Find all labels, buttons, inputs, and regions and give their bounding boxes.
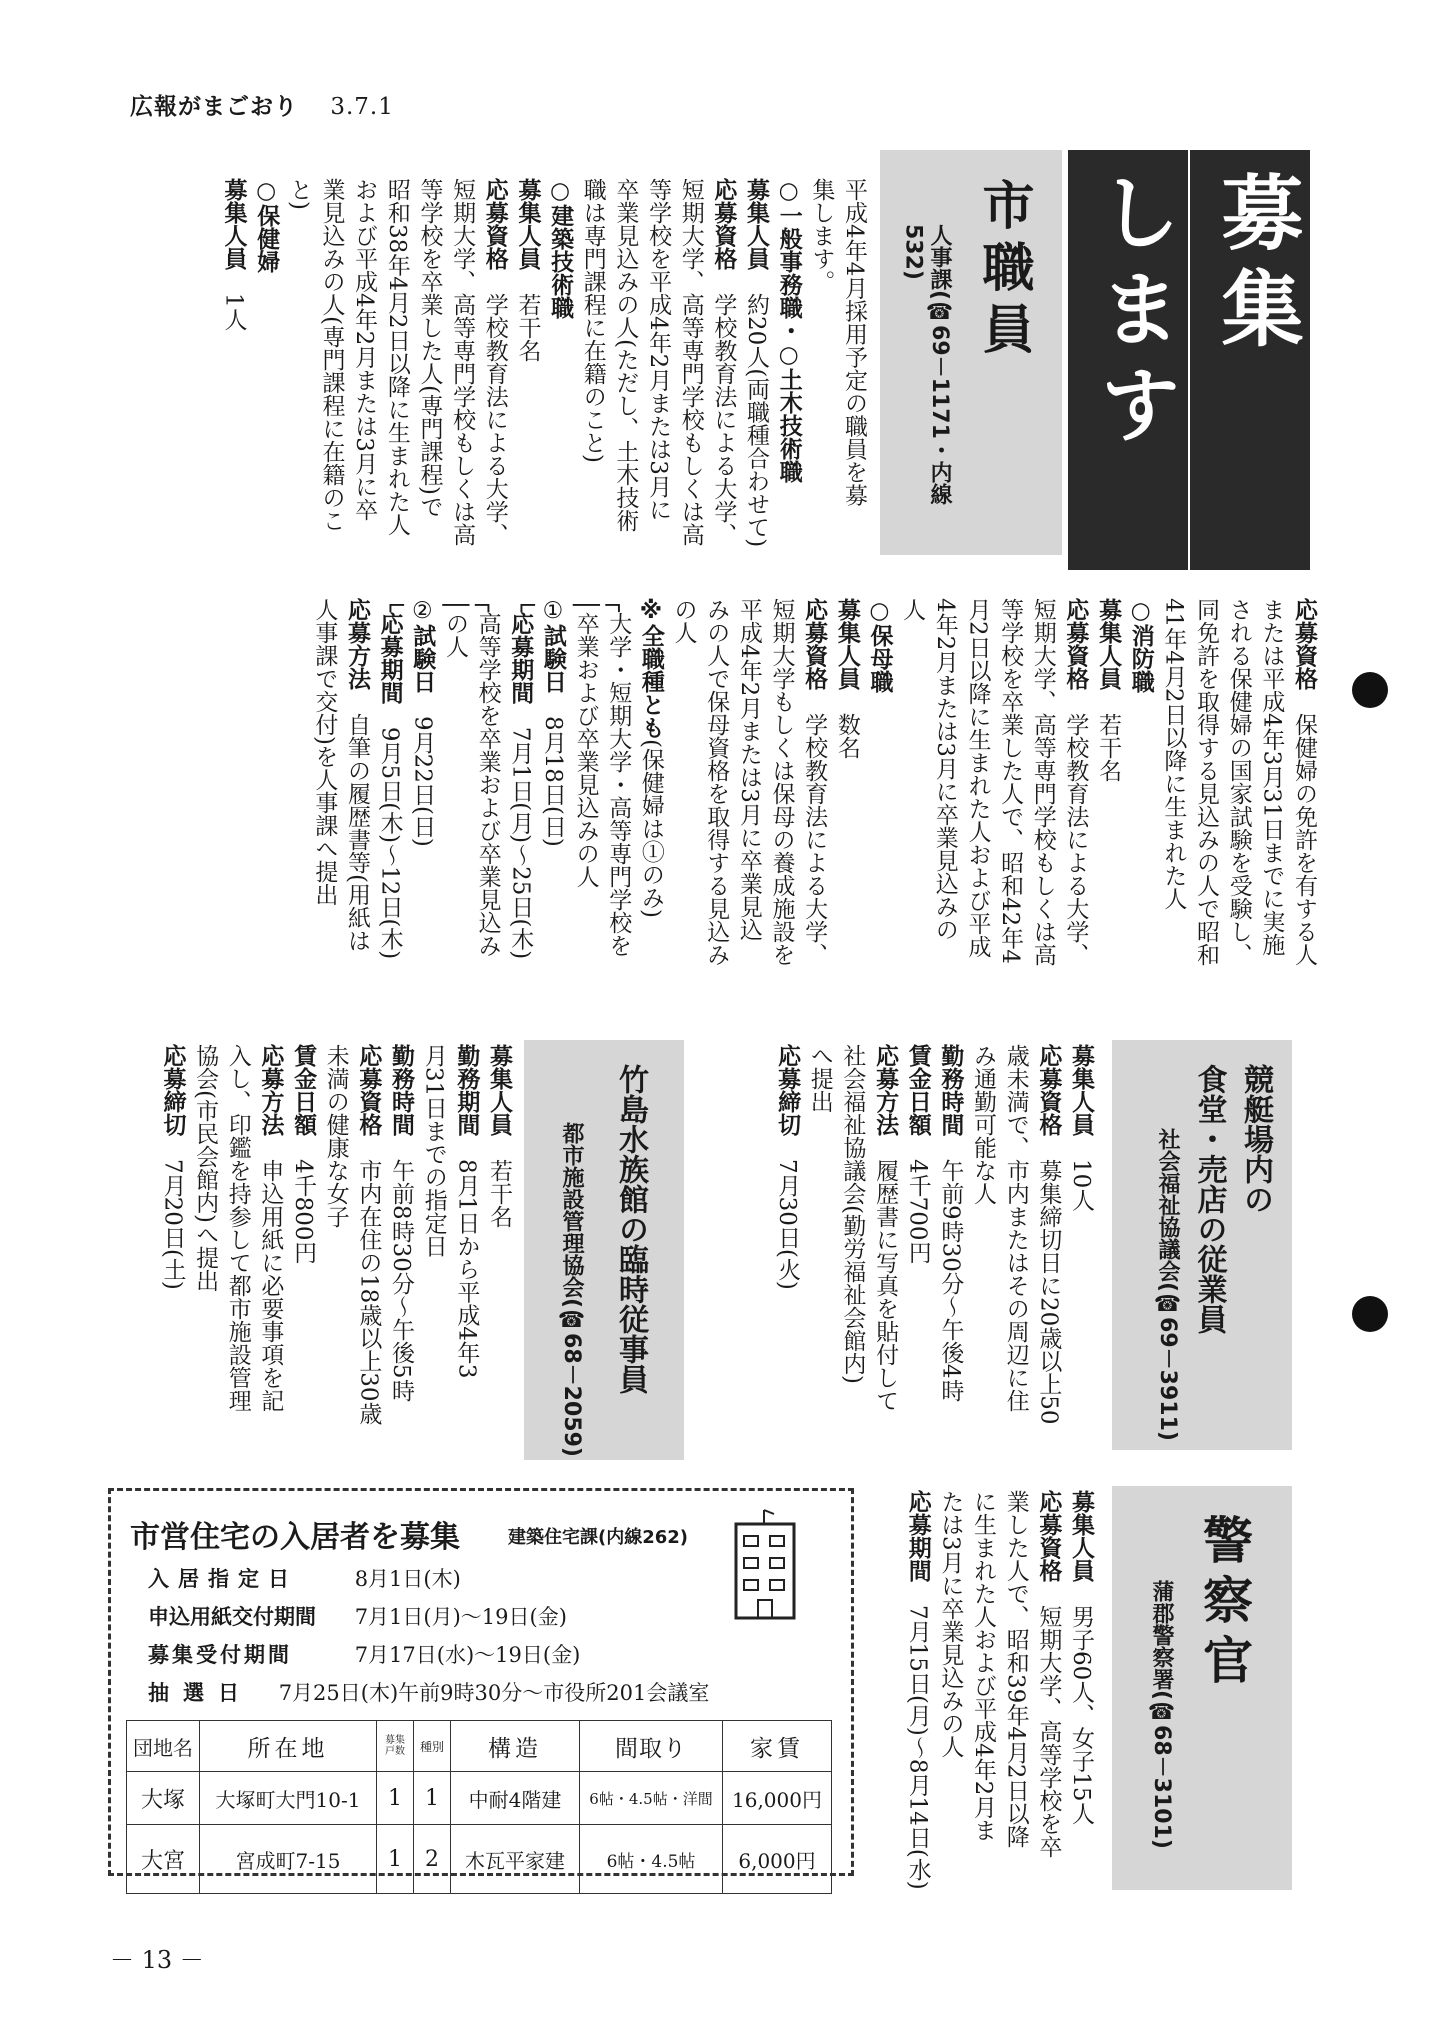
page-number: － 13 － bbox=[110, 1946, 204, 1974]
fire-qual-1: 学校教育法による大学、 bbox=[1062, 713, 1089, 966]
kyotei-val-5c: へ提出 bbox=[806, 1044, 833, 1113]
kyotei-label-6: 応募締切 bbox=[774, 1044, 801, 1136]
g1-period-label: 応募期間 bbox=[507, 611, 534, 704]
housing-value-2: 7月1日(月)～19日(金) bbox=[354, 1605, 567, 1629]
cell-type: 2 bbox=[414, 1825, 451, 1894]
fire-count-label: 募集人員 bbox=[1095, 598, 1122, 690]
method-label: 応募方法 bbox=[343, 598, 370, 690]
method-1: 自筆の履歴書等(用紙は bbox=[343, 713, 370, 952]
aquarium-body bbox=[156, 1044, 515, 1454]
housing-value-3: 7月17日(水)～19日(金) bbox=[354, 1643, 581, 1667]
city-block-top bbox=[217, 178, 870, 568]
th-structure: 構造 bbox=[451, 1721, 580, 1772]
nursery-qual-label: 応募資格 bbox=[801, 598, 828, 690]
general-qual-5: 職は専門課程に在籍のこと) bbox=[579, 178, 606, 463]
kyotei-label-1: 募集人員 bbox=[1068, 1044, 1094, 1136]
general-qual-1: 学校教育法による大学、 bbox=[710, 293, 737, 546]
nurse-heading: ○保健婦 bbox=[253, 178, 280, 273]
cell-structure: 中耐4階建 bbox=[451, 1772, 580, 1825]
city-title: 市職員 bbox=[973, 178, 1033, 364]
city-dept: 人事課(☎69－1171・内線532) bbox=[900, 224, 952, 505]
aquarium-title: 竹島水族館の臨時従事員 bbox=[613, 1064, 648, 1394]
police-val-2a: 短期大学、高等学校を卒 bbox=[1035, 1605, 1062, 1858]
th-count: 募集戸数 bbox=[377, 1721, 414, 1772]
publication-title: 広報がまごおり bbox=[130, 94, 298, 120]
kyotei-val-2a: 募集締切日に20歳以上50 bbox=[1035, 1159, 1062, 1425]
housing-label-3: 募集受付期間 bbox=[148, 1643, 292, 1667]
aquarium-label-4: 応募資格 bbox=[355, 1044, 382, 1136]
cell-rent: 16,000円 bbox=[723, 1772, 832, 1825]
nurse-qual-1: 保健婦の免許を有する人 bbox=[1291, 713, 1317, 966]
police-val-1: 男子60人、女子15人 bbox=[1068, 1605, 1094, 1825]
arch-count: 若干名 bbox=[514, 293, 541, 362]
aquarium-val-2a: 8月1日から平成4年3 bbox=[453, 1159, 480, 1379]
arch-qual-5: および平成4年2月または3月に卒 bbox=[351, 178, 378, 521]
kyotei-title bbox=[1185, 1064, 1278, 1334]
aquarium-val-5: 4千800円 bbox=[290, 1159, 317, 1264]
banner-col2: します bbox=[1068, 150, 1188, 570]
aquarium-val-6c: 協会(市民会館内)へ提出 bbox=[192, 1044, 219, 1292]
housing-label-1: 入居指定日 bbox=[148, 1567, 298, 1591]
cell-structure: 木瓦平家建 bbox=[451, 1825, 580, 1894]
nurse-qual-2: または平成4年3月31日までに実施 bbox=[1258, 598, 1285, 956]
table-row bbox=[127, 1772, 832, 1825]
nurse-qual-3: される保健婦の国家試験を受験し、 bbox=[1225, 598, 1252, 966]
th-layout: 間取り bbox=[580, 1721, 723, 1772]
cell-count: 1 bbox=[377, 1825, 414, 1894]
g2-period: 9月5日(木)～12日(木) bbox=[376, 726, 403, 960]
g2-period-label: 応募期間 bbox=[376, 611, 403, 704]
fire-heading: ○消防職 bbox=[1127, 598, 1154, 693]
fire-qual-label: 応募資格 bbox=[1062, 598, 1089, 690]
arch-qual-7: と) bbox=[285, 178, 312, 210]
cell-location: 大塚町大門10-1 bbox=[200, 1772, 377, 1825]
kyotei-title-box bbox=[1112, 1040, 1292, 1450]
g2-exam: 9月22日(日) bbox=[409, 716, 436, 847]
police-dept: 蒲郡警察署(☎68－3101) bbox=[1149, 1580, 1174, 1849]
police-val-2c: に生まれた人および平成4年2月ま bbox=[970, 1490, 997, 1842]
police-label-2: 応募資格 bbox=[1035, 1490, 1062, 1582]
aquarium-label-2: 勤務期間 bbox=[453, 1044, 480, 1136]
arch-qual-6: 業見込みの人(専門課程に在籍のこ bbox=[318, 178, 345, 532]
issue-date: 3.7.1 bbox=[330, 94, 394, 120]
g2-marker: ② bbox=[409, 598, 436, 624]
table-row bbox=[127, 1825, 832, 1894]
housing-row-4 bbox=[148, 1677, 709, 1707]
arch-qual-4: 昭和38年4月2日以降に生まれた人 bbox=[383, 178, 410, 536]
police-val-3: 7月15日(月)～8月14日(水) bbox=[904, 1605, 931, 1890]
arch-heading: ○建築技術職 bbox=[547, 178, 574, 319]
cell-layout: 6帖・4.5帖・洋間 bbox=[580, 1772, 723, 1825]
table-header-row bbox=[127, 1721, 832, 1772]
housing-value-1: 8月1日(木) bbox=[354, 1567, 461, 1591]
g1-marker: ① bbox=[539, 598, 566, 624]
g1-exam: 8月18日(日) bbox=[539, 716, 566, 847]
kyotei-val-3: 午前9時30分～午後4時 bbox=[937, 1159, 964, 1402]
aquarium-val-2b: 月31日までの指定日 bbox=[420, 1044, 447, 1258]
nursery-qual-2: 短期大学もしくは保母の養成施設を bbox=[768, 598, 795, 966]
g1-period: 7月1日(月)～25日(木) bbox=[507, 726, 534, 960]
city-intro-1: 平成4年4月採用予定の職員を募 bbox=[841, 178, 867, 507]
general-count-label: 募集人員 bbox=[743, 178, 770, 270]
cell-type: 1 bbox=[414, 1772, 451, 1825]
general-qual-3: 等学校を平成4年2月または3月に bbox=[645, 178, 672, 521]
cell-count: 1 bbox=[377, 1772, 414, 1825]
arch-qual-1: 学校教育法による大学、 bbox=[481, 293, 508, 546]
bullet-dot bbox=[1352, 672, 1388, 708]
fire-qual-4: 月2日以降に生まれた人および平成 bbox=[964, 598, 991, 958]
general-qual-2: 短期大学、高等専門学校もしくは高 bbox=[677, 178, 704, 546]
th-danchi: 団地名 bbox=[127, 1721, 200, 1772]
nursery-qual-5: の人 bbox=[670, 598, 697, 644]
kyotei-label-2: 応募資格 bbox=[1035, 1044, 1062, 1136]
aquarium-val-4a: 市内在住の18歳以上30歳 bbox=[355, 1159, 382, 1425]
aquarium-label-1: 募集人員 bbox=[486, 1044, 512, 1136]
th-location: 所在地 bbox=[200, 1721, 377, 1772]
police-label-1: 募集人員 bbox=[1068, 1490, 1094, 1582]
police-label-3: 応募期間 bbox=[904, 1490, 931, 1582]
aquarium-val-6b: 入し、印鑑を持参して都市施設管理 bbox=[224, 1044, 251, 1412]
kyotei-title-2: 食堂・売店の従業員 bbox=[1191, 1064, 1227, 1334]
nurse-qual-label: 応募資格 bbox=[1291, 598, 1317, 690]
arch-qual-2: 短期大学、高等専門学校もしくは高 bbox=[449, 178, 476, 546]
police-body bbox=[901, 1490, 1097, 1890]
aquarium-val-6a: 申込用紙に必要事項を記 bbox=[257, 1159, 284, 1412]
g2-exam-label: 試験日 bbox=[409, 624, 436, 693]
fire-count: 若干名 bbox=[1095, 713, 1122, 782]
general-qual-4: 卒業見込みの人(ただし、土木技術 bbox=[612, 178, 639, 532]
arch-qual-3: 等学校を卒業した人(専門課程)で bbox=[416, 178, 443, 518]
fire-qual-6: 人 bbox=[899, 598, 926, 621]
aquarium-label-3: 勤務時間 bbox=[388, 1044, 415, 1136]
fire-qual-2: 短期大学、高等専門学校もしくは高 bbox=[1029, 598, 1056, 966]
city-intro-2: 集します。 bbox=[808, 178, 835, 293]
aquarium-val-7: 7月20日(土) bbox=[159, 1159, 186, 1290]
fire-qual-5: 4年2月または3月に卒業見込みの bbox=[931, 598, 958, 941]
aquarium-label-7: 応募締切 bbox=[159, 1044, 186, 1136]
cell-danchi: 大宮 bbox=[127, 1825, 200, 1894]
aquarium-dept: 都市施設管理協会(☎68－2059) bbox=[559, 1122, 584, 1457]
police-title-box bbox=[1112, 1486, 1292, 1890]
cell-layout: 6帖・4.5帖 bbox=[580, 1825, 723, 1894]
aquarium-val-3: 午前8時30分～午後5時 bbox=[388, 1159, 415, 1402]
fire-qual-3: 等学校を卒業した人で、昭和42年4 bbox=[997, 598, 1024, 964]
aquarium-label-5: 賃金日額 bbox=[290, 1044, 317, 1136]
cell-rent: 6,000円 bbox=[723, 1825, 832, 1894]
housing-row-1 bbox=[148, 1563, 461, 1593]
nursery-qual-3: 平成4年2月または3月に卒業見込 bbox=[735, 598, 762, 941]
general-count: 約20人(両職種合わせて) bbox=[743, 293, 770, 548]
nurse-count: 1人 bbox=[220, 293, 247, 331]
kyotei-val-6: 7月30日(火) bbox=[774, 1159, 801, 1290]
kyotei-val-2b: 歳未満で、市内またはその周辺に住 bbox=[1002, 1044, 1029, 1412]
all-note: (保健婦は①のみ) bbox=[637, 739, 664, 918]
general-qual-label: 応募資格 bbox=[710, 178, 737, 270]
all-note-bold: ※全職種とも bbox=[637, 598, 664, 739]
kyotei-val-2c: み通勤可能な人 bbox=[970, 1044, 997, 1205]
arch-qual-label: 応募資格 bbox=[481, 178, 508, 270]
city-block-mid: 応募資格 保健婦の免許を有する人 または平成4年3月31日までに実施 される保健婦の国家試験を受験し、 同免許を取得する見込みの人で昭和 41年4月2日以降に生まれた人 ○消防職 募集人員 若干名 応募資格 学校教育法による大学、 短期大学、高等専門学校もしくは高 等学校を卒業した人で、昭和42年4 月2日以降に生まれた人および平成 4年2月または3月に卒業見込みの 人 ○保母職 募集人員 数名 応募資格 学校教育法による大学、 短期大学もしくは保母の養成施設を 平成4年2月または3月に卒業見込 みの人で保母資格を取得する見込み の人 ※全職種とも(保健婦は①のみ) ┌大学・短期大学・高等専門学校を │卒業および卒業見込みの人 ①試験日 8月18日(日) └応募期間 7月1日(月)～25日(木) ┌高等学校を卒業および卒業見込み │の人 ②試験日 9月22日(日) └応募期間 9月5日(木)～12日(木) 応募方法 自筆の履歴書等(用紙は 人事課で交付)を人事課へ提出 bbox=[308, 598, 1320, 998]
th-type: 種別 bbox=[414, 1721, 451, 1772]
nurse-qual-4: 同免許を取得する見込みの人で昭和 bbox=[1193, 598, 1220, 966]
arch-count-label: 募集人員 bbox=[514, 178, 541, 270]
aquarium-val-1: 若干名 bbox=[486, 1159, 512, 1228]
g2-target-2: の人 bbox=[441, 611, 468, 658]
method-2: 人事課で交付)を人事課へ提出 bbox=[311, 598, 338, 906]
g2-target-1: 高等学校を卒業および卒業見込み bbox=[474, 611, 501, 957]
banner-col1: 募集 bbox=[1190, 150, 1310, 570]
housing-table bbox=[126, 1720, 832, 1894]
housing-label-4: 抽選日 bbox=[148, 1681, 253, 1705]
kyotei-val-4: 4千700円 bbox=[904, 1159, 931, 1264]
city-title-box bbox=[880, 150, 1062, 555]
housing-value-4: 7月25日(木)午前9時30分～市役所201会議室 bbox=[278, 1681, 710, 1705]
police-val-2d: たは3月に卒業見込みの人 bbox=[937, 1490, 964, 1758]
aquarium-label-6: 応募方法 bbox=[257, 1044, 284, 1136]
nursery-qual-1: 学校教育法による大学、 bbox=[801, 713, 828, 966]
housing-label-2: 申込用紙交付期間 bbox=[148, 1605, 316, 1629]
g1-target-2: 卒業および卒業見込みの人 bbox=[572, 611, 599, 888]
aquarium-val-4b: 未満の健康な女子 bbox=[322, 1044, 349, 1228]
kyotei-title-1: 競艇場内の bbox=[1238, 1064, 1273, 1214]
bullet-dot bbox=[1352, 1296, 1388, 1332]
nursery-heading: ○保母職 bbox=[866, 598, 893, 693]
page-header bbox=[130, 88, 394, 121]
cell-danchi: 大塚 bbox=[127, 1772, 200, 1825]
nursery-count: 数名 bbox=[833, 713, 860, 759]
general-heading: ○一般事務職・○土木技術職 bbox=[775, 178, 802, 483]
kyotei-val-1: 10人 bbox=[1068, 1159, 1094, 1212]
housing-row-3 bbox=[148, 1639, 580, 1669]
building-icon bbox=[730, 1508, 802, 1620]
police-val-2b: 業した人で、昭和39年4月2日以降 bbox=[1002, 1490, 1029, 1848]
kyotei-val-5b: 社会福祉協議会(勤労福祉会館内) bbox=[839, 1044, 866, 1384]
kyotei-label-5: 応募方法 bbox=[872, 1044, 899, 1136]
kyotei-label-4: 賃金日額 bbox=[904, 1044, 931, 1136]
housing-dept: 建築住宅課(内線262) bbox=[508, 1527, 689, 1548]
g1-target-1: 大学・短期大学・高等専門学校を bbox=[605, 611, 632, 957]
nurse-qual-5: 41年4月2日以降に生まれた人 bbox=[1160, 598, 1187, 910]
nursery-count-label: 募集人員 bbox=[833, 598, 860, 690]
th-rent: 家賃 bbox=[723, 1721, 832, 1772]
kyotei-label-3: 勤務時間 bbox=[937, 1044, 964, 1136]
nurse-count-label: 募集人員 bbox=[220, 178, 247, 270]
housing-row-2 bbox=[148, 1601, 567, 1631]
aquarium-title-box bbox=[524, 1040, 684, 1460]
kyotei-dept: 社会福祉協議会(☎69－3911) bbox=[1155, 1128, 1180, 1441]
nursery-qual-4: みの人で保母資格を取得する見込み bbox=[703, 598, 730, 966]
police-title: 警察官 bbox=[1195, 1514, 1253, 1694]
cell-location: 宮成町7-15 bbox=[200, 1825, 377, 1894]
g1-exam-label: 試験日 bbox=[539, 624, 566, 693]
kyotei-val-5a: 履歴書に写真を貼付して bbox=[872, 1159, 899, 1412]
housing-title: 市営住宅の入居者を募集 bbox=[130, 1520, 460, 1555]
kyotei-body bbox=[770, 1044, 1097, 1454]
